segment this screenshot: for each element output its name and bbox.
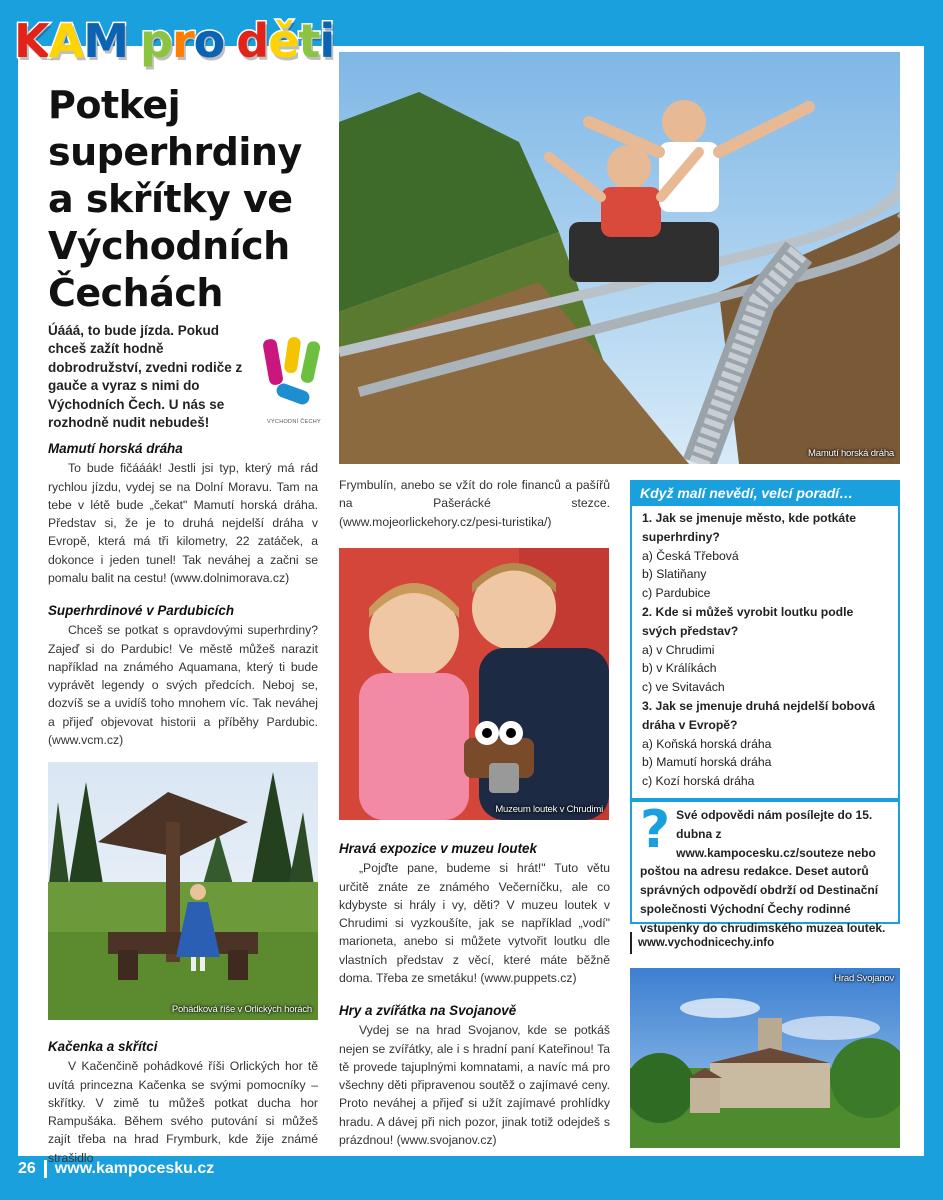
photo-caption: Muzeum loutek v Chrudimi (495, 804, 603, 815)
logo-letter: p (140, 14, 172, 68)
photo-caption: Hrad Svojanov (834, 973, 894, 984)
logo-letter: d (236, 14, 269, 68)
logo-letter: A (48, 14, 84, 68)
logo-letter: r (171, 14, 194, 68)
quiz-option: b) Mamutí horská dráha (642, 755, 772, 770)
quiz-option: a) Koňská horská dráha (642, 736, 772, 751)
page-footer (18, 1160, 214, 1178)
quiz-option: c) ve Svitavách (642, 680, 725, 695)
quiz-option: b) v Králíkách (642, 661, 717, 676)
quiz-question: 2. Kde si můžeš vyrobit loutku podle svých představ? (642, 604, 854, 638)
photo-orlicke-hory (48, 762, 318, 1020)
website-link[interactable]: www.vychodnicechy.info (630, 932, 900, 954)
section-superhrdinove (48, 602, 318, 749)
section-text: To bude fičááák! Jestli jsi typ, který má rád rychlou jízdu, vydej se na Dolní Moravu. Tam na tebe v létě bude „čekat" Mamutí horská dráha. Představ si, že je to druhá nejdelší dráha v Evropě, která má tři kilometry, 22 zatáček, a dokonce i jeden tunel! Tak neváhej a začni se pomalu balit na cestu! (www.dolnimorava.cz) (48, 461, 318, 586)
section-text: Vydej se na hrad Svojanov, kde se potkáš nejen se zvířátky, ale i s hradní paní Kateřinou! Ta tě provede tajuplnými komnatami, a navíc má pro všechny děti připravenou soutěž o zajímavé ceny. Proto neváhej a přijeď si užít zajímavé prohlídky hradu. A dávej při nich pozor, jinak totiž odejdeš s prázdnou! (www.svojanov.cz) (339, 1023, 610, 1148)
answer-info-box (630, 800, 900, 935)
footer-url[interactable]: www.kampocesku.cz (54, 1160, 215, 1177)
section-text: V Kačenčině pohádkové říši Orlických hor tě uvítá princezna Kačenka se svými pomocníky – skřítky. V zimě tu můžeš potkat ducha hor Rampušáka. Během svého putování si můžeš zajít třeba na hrad Frymburk, kde žije známé strašidlo (48, 1059, 318, 1165)
quiz-box (630, 480, 900, 800)
footer-divider (44, 1160, 47, 1178)
section-text: „Pojďte pane, budeme si hrát!" Tuto větu určitě znáte ze známého Večerníčku, ale co kdybyste si hrály i vy, děti? V muzeu loutek v Chrudimi si vyzkoušíte, jak se například „vodí" marioneta, anebo si můžete vytvořit loutku dle vlastních představ z věcí, které máte běžně doma. Třeba ze smetáku! (www.puppets.cz) (339, 861, 610, 986)
quiz-option: a) v Chrudimi (642, 642, 715, 657)
vychodni-cechy-logo (262, 335, 324, 433)
section-mamut (48, 440, 318, 587)
section-text: Frymbulín, anebo se vžít do role financů a pašířů na Pašerácké stezce. (www.mojeorlickehory.cz/pesi-turistika/) (339, 478, 610, 529)
section-heading: Mamutí horská dráha (48, 441, 183, 456)
quiz-question: 1. Jak se jmenuje město, kde potkáte superhrdiny? (642, 511, 857, 544)
section-heading: Hravá expozice v muzeu loutek (339, 841, 537, 856)
photo-hrad-svojanov (630, 968, 900, 1148)
question-mark-icon: ? (640, 800, 671, 860)
logo-letter: t (298, 14, 320, 68)
quiz-body (632, 506, 898, 794)
page-number: 26 (18, 1160, 36, 1177)
castle-photo-illustration (630, 968, 900, 1148)
logo-letter: i (319, 14, 335, 68)
quiz-option: c) Pardubice (642, 586, 711, 601)
quiz-option: b) Slatiňany (642, 567, 707, 582)
children-photo-illustration (339, 548, 609, 820)
magazine-logo (14, 10, 334, 68)
quiz-header: Když malí nevědí, velcí poradí… (632, 482, 898, 506)
coaster-photo-illustration (339, 52, 900, 464)
quiz-option: c) Kozí horská dráha (642, 774, 755, 789)
logo-letter: ě (268, 14, 299, 68)
section-heading: Kačenka a skřítci (48, 1039, 158, 1054)
quiz-option: a) Česká Třebová (642, 548, 739, 563)
photo-mamut-draha (339, 52, 900, 464)
gazebo-photo-illustration (48, 762, 318, 1020)
photo-caption: Mamutí horská dráha (808, 448, 894, 459)
photo-caption: Pohádková říše v Orlických horách (171, 1004, 312, 1015)
section-heading: Hry a zvířátka na Svojanově (339, 1003, 517, 1018)
section-muzeum (339, 840, 610, 987)
logo-letter: M (83, 14, 129, 68)
logo-letter: K (14, 14, 49, 68)
section-svojanov (339, 1002, 610, 1149)
logo-caption: VÝCHODNÍ ČECHY (266, 419, 321, 425)
section-kacenka-continued (339, 476, 610, 531)
article-intro: Úááá, to bude jízda. Pokud chceš zažít hodně dobrodružství, zvedni rodiče z gauče a vyraz s nimi do Východních Čech. U nás se rozhodně nudit nebudeš! (48, 323, 243, 431)
article-title: Potkej superhrdiny a skřítky ve Východních Čechách (48, 83, 302, 315)
answer-text: Své odpovědi nám posílejte do 15. dubna z www.kampocesku.cz/souteze nebo poštou na adresu redakce. Deset autorů správných odpovědí obdrží od Destinační společnosti Východní Čechy rodinné vstupenky do chrudimského muzea loutek. (640, 808, 886, 935)
quiz-question: 3. Jak se jmenuje druhá nejdelší bobová dráha v Evropě? (642, 698, 875, 732)
section-heading: Superhrdinové v Pardubicích (48, 603, 235, 618)
section-text: Chceš se potkat s opravdovými superhrdiny? Zajeď si do Pardubic! Ve městě můžeš narazit například na známého Aquamana, který ti bude vyprávět legendy o svých předcích. Neboj se, dozvíš se a uvidíš toho mnohem víc. Tak neváhej a přijeď objevovat historii a příběhy Pardubic. (www.vcm.cz) (48, 623, 318, 748)
section-kacenka (48, 1038, 318, 1167)
photo-muzeum-loutek (339, 548, 609, 820)
logo-letter: o (193, 14, 225, 68)
v-logo-icon (262, 335, 324, 419)
